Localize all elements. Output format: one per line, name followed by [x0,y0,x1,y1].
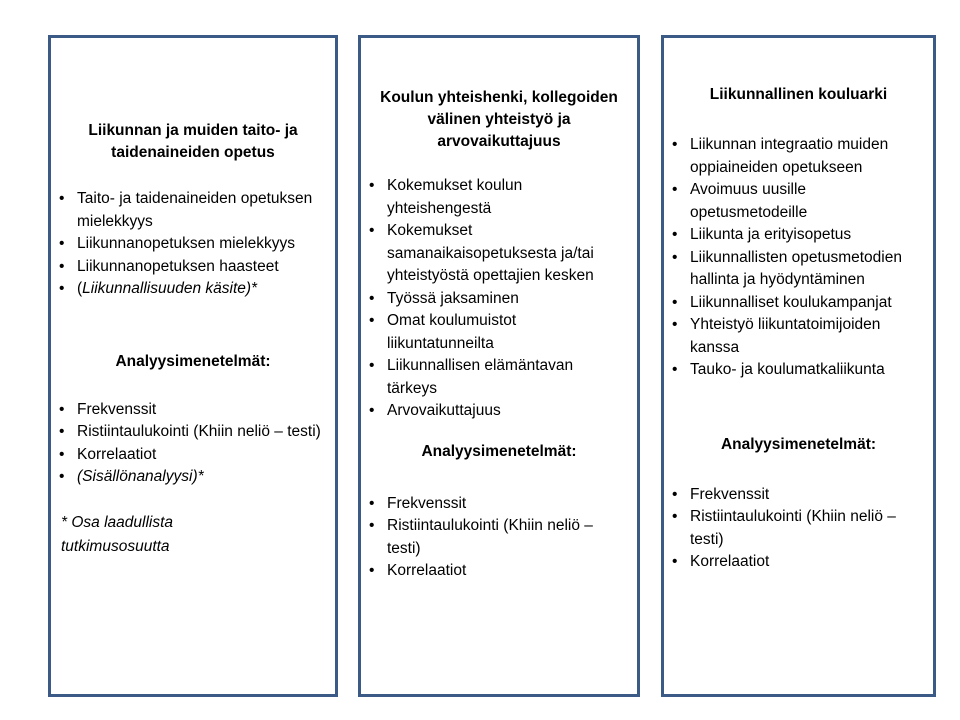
topic-list [361,175,637,423]
methods-title: Analyysimenetelmät: [421,442,577,460]
list-item: • Liikunnalliset koulukampanjat [664,292,925,315]
list-item: • Omat koulumuistot liikuntatunneilta [361,310,623,355]
column-box-teaching [48,35,338,697]
list-item: • Frekvenssit [664,484,921,507]
column-title: Liikunnan ja muiden taito- ja taidenaineiden opetus [88,122,298,161]
list-item [51,466,329,489]
methods-list [664,484,933,574]
list-item: • Liikunnan integraatio muiden oppiaineiden opetukseen [664,134,925,179]
list-item: • Korrelaatiot [51,444,329,467]
column-title: Koulun yhteishenki, kollegoiden välinen yhteistyö ja arvovaikuttajuus [380,89,618,150]
list-item: • Liikunnallisen elämäntavan tärkeys [361,355,623,400]
list-item: • Korrelaatiot [361,560,617,583]
list-item: • Yhteistyö liikuntatoimijoiden kanssa [664,314,925,359]
methods-list [361,493,637,583]
list-item: • Arvovaikuttajuus [361,400,623,423]
list-item: • Taito- ja taidenaineiden opetuksen mielekkyys [51,188,329,233]
topic-list [51,188,335,301]
list-item: • Ristiintaulukointi (Khiin neliö – testi) [51,421,329,444]
list-item: • Avoimuus uusille opetusmetodeille [664,179,925,224]
footnote: * Osa laadullista tutkimusosuutta [61,513,174,555]
methods-title: Analyysimenetelmät: [720,435,877,453]
column-box-school-day [661,35,936,697]
list-item: • Frekvenssit [51,399,329,422]
methods-title: Analyysimenetelmät: [115,352,271,370]
list-item: • Liikunnanopetuksen mielekkyys [51,233,329,256]
list-item: • Korrelaatiot [664,551,921,574]
list-item-prefix: ( [77,280,83,297]
list-item: • Ristiintaulukointi (Khiin neliö –testi) [361,515,617,560]
methods-list [51,399,335,489]
list-item: • Ristiintaulukointi (Khiin neliö –testi) [664,506,921,551]
column-box-community [358,35,640,697]
list-item: • Frekvenssit [361,493,617,516]
list-item [51,278,329,301]
list-item: • Tauko- ja koulumatkaliikunta [664,359,925,382]
list-item: • Kokemukset samanaikaisopetuksesta ja/tai yhteistyöstä opettajien kesken [361,220,623,288]
list-item-italic: (Sisällönanalyysi)* [77,468,204,485]
list-item: • Työssä jaksaminen [361,288,623,311]
list-item: • Kokemukset koulun yhteishengestä [361,175,623,220]
topic-list [664,134,933,382]
column-title: Liikunnallinen kouluarki [709,86,888,103]
list-item-italic: Liikunnallisuuden käsite)* [82,280,258,297]
list-item: • Liikunta ja erityisopetus [664,224,925,247]
list-item: • Liikunnallisten opetusmetodien hallinta ja hyödyntäminen [664,247,925,292]
list-item: • Liikunnanopetuksen haasteet [51,256,329,279]
